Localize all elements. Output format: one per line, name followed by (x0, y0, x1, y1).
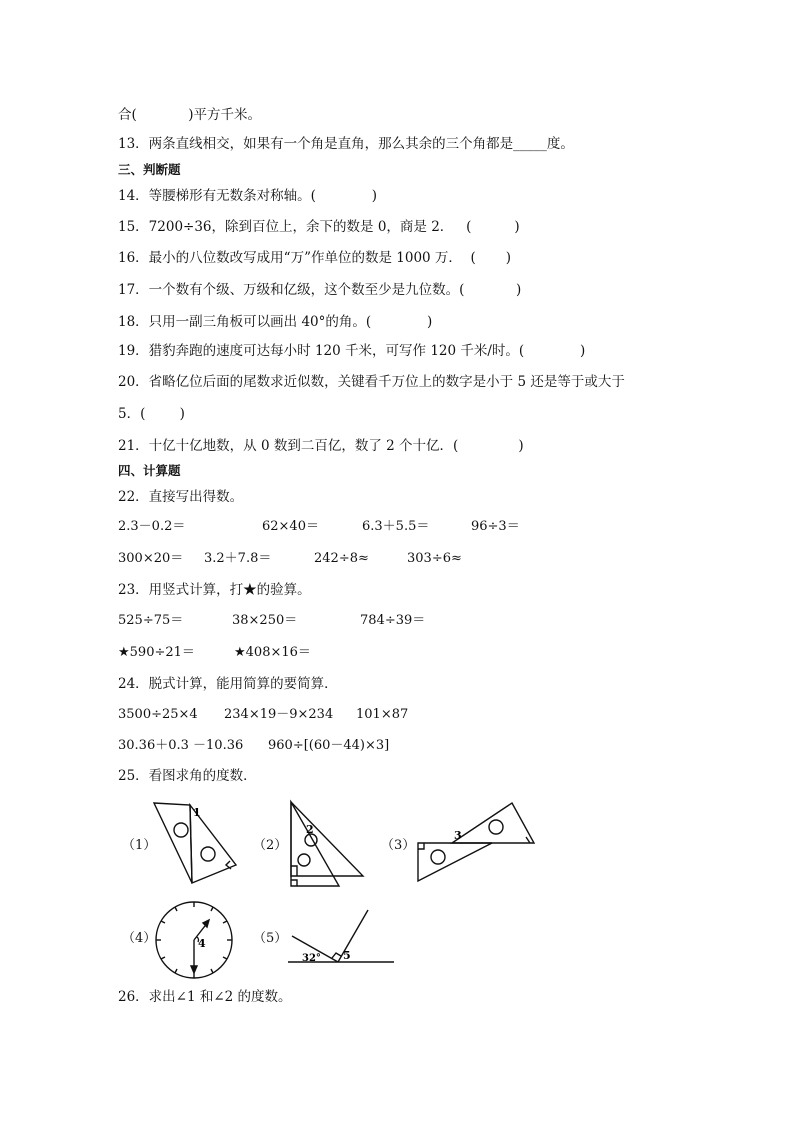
figure-label-3: （3） (381, 838, 416, 853)
clock-hand-arrow (191, 966, 197, 973)
hole-circle (174, 823, 188, 837)
q17: 17．一个数有个级、万级和亿级，这个数至少是九位数。( ) (118, 282, 522, 298)
q15: 15．7200÷36，除到百位上，余下的数是 0，商是 2． ( ) (118, 219, 520, 235)
q24-item: 234×19－9×234 (224, 707, 334, 722)
figure-5-angle (288, 906, 398, 966)
clock-tick (211, 969, 213, 973)
figure-3-set-squares (412, 797, 552, 887)
q21: 21．十亿十亿地数，从 0 数到二百亿，数了 2 个十亿．( ) (118, 438, 524, 454)
q20-line1: 20．省略亿位后面的尾数求近似数，关键看千万位上的数字是小于 5 还是等于或大于 (118, 374, 625, 390)
figure-1-set-squares (150, 795, 240, 890)
q19: 19．猎豹奔跑的速度可达每小时 120 千米，可写作 120 千米/时。( ) (118, 343, 586, 359)
q16: 16．最小的八位数改写成用“万”作单位的数是 1000 万． ( ) (118, 250, 512, 266)
q14: 14．等腰梯形有无数条对称轴。( ) (118, 188, 377, 204)
q22-item: 6.3＋5.5＝ (362, 519, 430, 534)
clock-hand-arrow (203, 920, 209, 927)
section-4-title: 四、计算题 (118, 463, 181, 478)
hole-circle (431, 850, 445, 864)
q22-item: 2.3－0.2＝ (118, 519, 186, 534)
figure-label-2: （2） (253, 838, 288, 853)
q24-item: 960÷[(60－44)×3] (268, 738, 390, 753)
q22-item: 300×20＝ (118, 551, 184, 566)
q24-item: 101×87 (356, 707, 409, 722)
figure-label-1: （1） (122, 838, 157, 853)
right-angle-mark (332, 953, 341, 958)
q22-item: 242÷8≈ (314, 551, 369, 566)
q18: 18．只用一副三角板可以画出 40°的角。( ) (118, 314, 433, 330)
q22-item: 96÷3＝ (471, 519, 520, 534)
q22-item: 3.2＋7.8＝ (204, 551, 272, 566)
figure-4-clock (152, 898, 236, 982)
right-angle-mark (418, 843, 424, 849)
triangle-1a (154, 803, 192, 883)
angle-mark-4: 4 (198, 937, 206, 950)
q23-item: 784÷39＝ (360, 613, 426, 628)
q26: 26．求出∠1 和∠2 的度数。 (118, 989, 292, 1005)
angle-mark-1: 1 (193, 806, 201, 819)
clock-tick (223, 957, 227, 959)
q20-line2: 5．( ) (118, 406, 185, 422)
q24: 24．脱式计算，能用简算的要简算． (118, 676, 338, 692)
q12-continuation: 合( )平方千米。 (118, 107, 262, 123)
hole-circle (298, 854, 310, 866)
clock-tick (161, 957, 165, 959)
clock-tick (175, 907, 177, 911)
given-angle-32: 32° (302, 953, 321, 964)
hole-circle (489, 820, 503, 834)
q13: 13．两条直线相交，如果有一个角是直角，那么其余的三个角都是_____度。 (118, 136, 574, 152)
clock-tick (161, 921, 165, 923)
section-3-title: 三、判断题 (118, 162, 181, 177)
right-angle-mark (291, 866, 297, 876)
clock-tick (223, 921, 227, 923)
right-angle-mark (291, 880, 297, 886)
right-angle-mark (526, 837, 530, 843)
angle-mark-2: 2 (306, 823, 314, 836)
q23: 23．用竖式计算，打★的验算。 (118, 582, 311, 598)
q23-item: ★408×16＝ (234, 645, 311, 660)
right-angle-mark (226, 861, 231, 869)
q24-item: 30.36＋0.3 －10.36 (118, 738, 244, 753)
angle-mark-5: 5 (343, 949, 351, 962)
clock-tick (175, 969, 177, 973)
q22-item: 303÷6≈ (407, 551, 462, 566)
figure-label-4: （4） (122, 931, 157, 946)
q24-item: 3500÷25×4 (118, 707, 198, 722)
triangle-3a (418, 843, 492, 881)
angle-mark-3: 3 (454, 829, 462, 842)
q23-item: 38×250＝ (232, 613, 298, 628)
triangle-3b (452, 803, 534, 843)
q22-item: 62×40＝ (262, 519, 319, 534)
clock-tick (211, 907, 213, 911)
q22: 22．直接写出得数。 (118, 489, 244, 505)
q23-item: 525÷75＝ (118, 613, 184, 628)
figure-2-set-squares (283, 800, 373, 895)
q23-item: ★590÷21＝ (118, 645, 195, 660)
q25: 25．看图求角的度数． (118, 768, 257, 784)
figure-label-5: （5） (253, 931, 288, 946)
hole-circle (201, 847, 215, 861)
